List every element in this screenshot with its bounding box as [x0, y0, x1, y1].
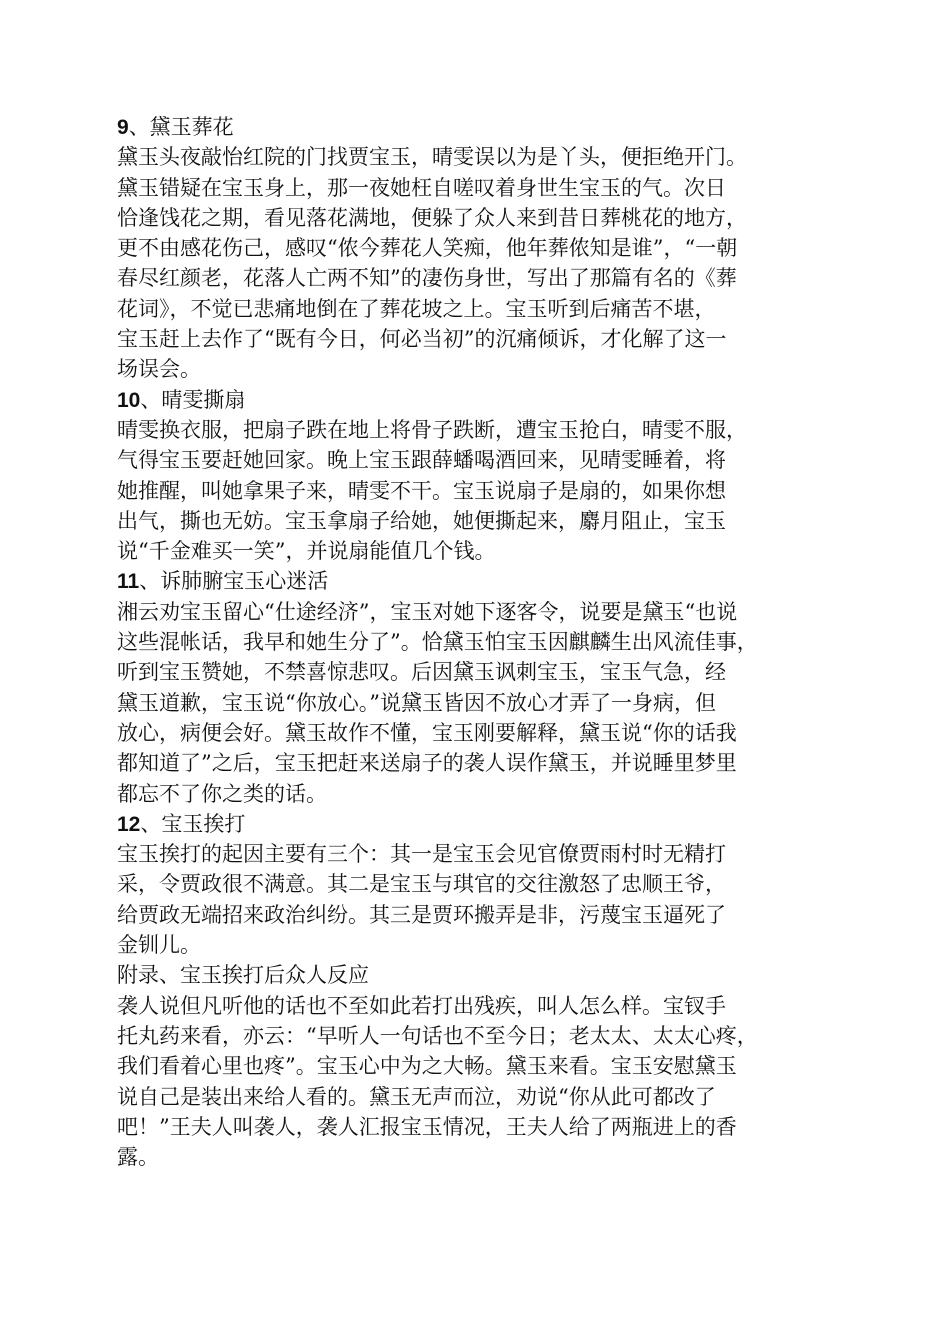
paragraph-line: 花词》，不觉已悲痛地倒在了葬花坡之上。宝玉听到后痛苦不堪，: [117, 296, 716, 321]
paragraph-line: 恰逢饯花之期，看见落花满地，便躲了众人来到昔日葬桃花的地方，: [117, 205, 747, 230]
paragraph-line: 露。: [117, 1145, 159, 1170]
document-body: [117, 112, 857, 1172]
paragraph-line: 黛玉头夜敲怡红院的门找贾宝玉，晴雯误以为是丫头，便拒绝开门。: [117, 145, 747, 170]
paragraph-line: 听到宝玉赞她，不禁喜惊悲叹。后因黛玉讽刺宝玉，宝玉气急，经: [117, 660, 726, 685]
paragraph-line: 都知道了”之后，宝玉把赶来送扇子的袭人误作黛玉，并说睡里梦里: [117, 751, 737, 776]
section-number: 11: [117, 570, 140, 594]
paragraph-line: 湘云劝宝玉留心“仕途经济”，宝玉对她下逐客令，说要是黛玉“也说: [117, 599, 738, 624]
section-title: 、宝玉挨打: [140, 811, 246, 836]
section-heading: [117, 112, 857, 142]
paragraph-line: 宝玉赶上去作了“既有今日，何必当初”的沉痛倾诉，才化解了这一: [117, 327, 727, 352]
paragraph-line: 袭人说但凡听他的话也不至如此若打出残疾，叫人怎么样。宝钗手: [117, 993, 726, 1018]
paragraph-line: 我们看着心里也疼”。宝玉心中为之大畅。黛玉来看。宝玉安慰黛玉: [117, 1054, 737, 1079]
section-title: 、诉肺腑宝玉心迷活: [139, 569, 329, 594]
section-number: 12: [117, 812, 141, 836]
paragraph-line: 采，令贾政很不满意。其二是宝玉与琪官的交往激怒了忠顺王爷，: [117, 872, 726, 897]
paragraph-line: 更不由感花伤己，感叹“侬今葬花人笑痴，他年葬侬知是谁”，“一朝: [117, 236, 738, 261]
section-12: [117, 809, 857, 960]
section-number: 10: [117, 388, 141, 412]
paragraph-line: 放心，病便会好。黛玉故作不懂，宝玉刚要解释，黛玉说“你的话我: [117, 720, 737, 745]
paragraph-line: 托丸药来看，亦云：“早听人一句话也不至今日；老太太、太太心疼，: [117, 1023, 758, 1048]
paragraph-line: 气得宝玉要赶她回家。晚上宝玉跟薛蟠喝酒回来，见晴雯睡着，将: [117, 448, 726, 473]
paragraph-line: 给贾政无端招来政治纠纷。其三是贾环搬弄是非，污蔑宝玉逼死了: [117, 902, 726, 927]
paragraph-line: 黛玉道歉，宝玉说“你放心。”说黛玉皆因不放心才弄了一身病，但: [117, 690, 716, 715]
paragraph-line: 金钏儿。: [117, 933, 201, 958]
paragraph-line: 场误会。: [117, 357, 201, 382]
paragraph-line: 说自己是装出来给人看的。黛玉无声而泣，劝说“你从此可都改了: [117, 1084, 716, 1109]
section-heading: [117, 960, 857, 990]
section-title: 、晴雯撕扇: [140, 387, 246, 412]
paragraph-line: 她推醒，叫她拿果子来，晴雯不干。宝玉说扇子是扇的，如果你想: [117, 478, 726, 503]
paragraph-line: 都忘不了你之类的话。: [117, 781, 327, 806]
section-heading: [117, 809, 857, 839]
section-appendix: [117, 960, 857, 1172]
paragraph-line: 春尽红颜老，花落人亡两不知”的凄伤身世，写出了那篇有名的《葬: [117, 266, 737, 291]
paragraph-line: 宝玉挨打的起因主要有三个：其一是宝玉会见官僚贾雨村时无精打: [117, 842, 726, 867]
section-number: 9: [117, 116, 129, 139]
section-10: [117, 385, 857, 567]
section-title: 附录、宝玉挨打后众人反应: [117, 963, 369, 988]
paragraph-line: 晴雯换衣服，把扇子跌在地上将骨子跌断，遭宝玉抢白，晴雯不服，: [117, 417, 747, 442]
section-title: 、黛玉葬花: [128, 115, 234, 139]
section-9: [117, 112, 857, 385]
section-heading: [117, 385, 857, 415]
section-11: [117, 566, 857, 808]
paragraph-line: 黛玉错疑在宝玉身上，那一夜她枉自嗟叹着身世生宝玉的气。次日: [117, 175, 726, 200]
paragraph-line: 出气，撕也无妨。宝玉拿扇子给她，她便撕起来，麝月阻止，宝玉: [117, 508, 726, 533]
paragraph-line: 这些混帐话，我早和她生分了”。恰黛玉怕宝玉因麒麟生出风流佳事，: [117, 630, 758, 655]
paragraph-line: 说“千金难买一笑”，并说扇能值几个钱。: [117, 539, 496, 564]
paragraph-line: 吧！”王夫人叫袭人，袭人汇报宝玉情况，王夫人给了两瓶进上的香: [117, 1114, 737, 1139]
section-heading: [117, 566, 857, 596]
